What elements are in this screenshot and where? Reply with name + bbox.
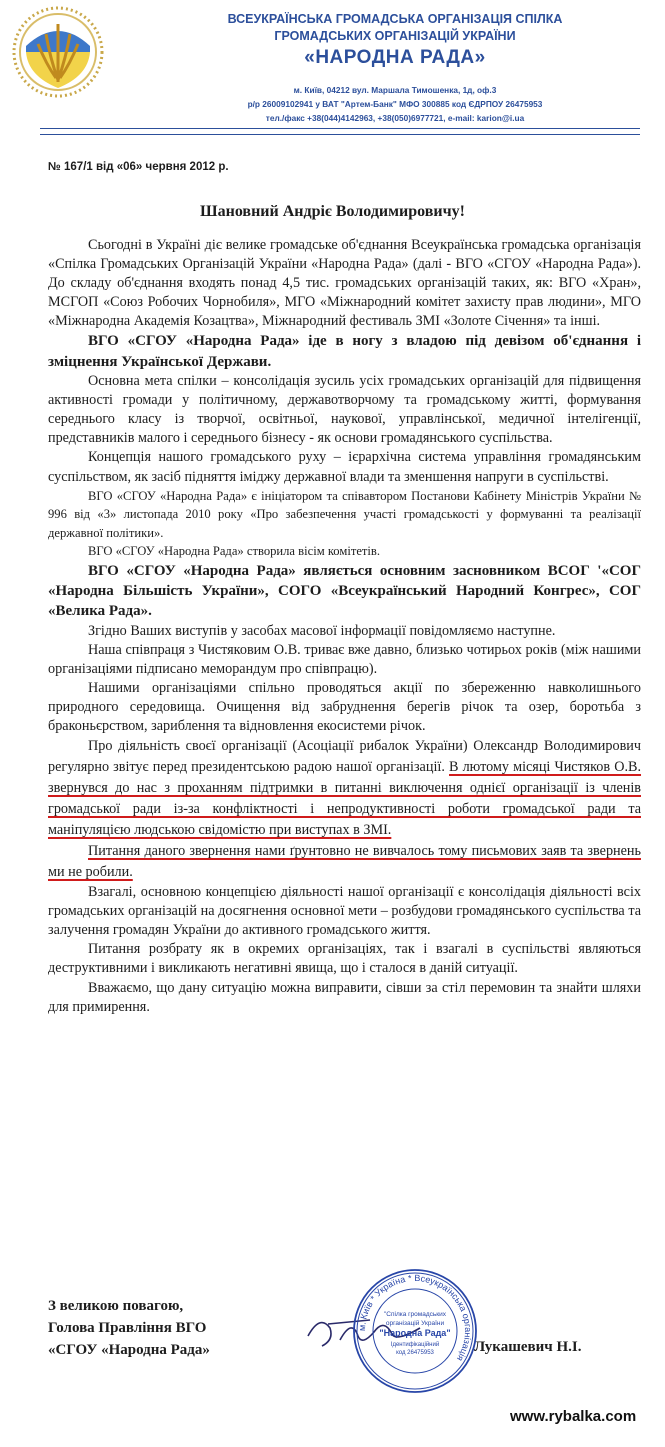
letter-body [48,236,641,1017]
paragraph-motto: ВГО «СГОУ «Народна Рада» іде в ногу з владою під девізом об'єднання і зміцнення Української Держави. [48,333,641,370]
paragraph [48,841,641,883]
paragraph: Сьогодні в Україні діє велике громадське об'єднання Всеукраїнська громадська організація «Спілка Громадських Організацій України «Народна Рада» (далі - ВГО «СГОУ «Народна Рада»). До складу об'єднання входять понад 4,5 тис. громадських організацій таких, як: ВГО «Хран», МСГОП «Союз Робочих Чорнобиля», МГО «Міжнародний комітет захисту прав людини», МГО «Міжнародна Академія Козацтва», Міжнародний фестиваль ЗМІ «Золоте Січення» та інші. [48,237,641,330]
organization-logo [6,6,116,98]
stamp-ring-text: м. Київ * Україна * Всеукраїнська організація [356,1272,474,1363]
letter-number: № 167/1 від «06» червня 2012 р. [48,161,229,173]
paragraph: Нашими організаціями спільно проводяться акції по збереженню навколишнього природного середовища. Очищення від забруднення берегів річок та озер, боротьба з браконьєрством, зариблення та відновлення екосистеми річок. [48,679,641,734]
paragraph: ВГО «СГОУ «Народна Рада» створила вісім комітетів. [88,544,381,559]
paragraph: Згідно Ваших виступів у засобах масової інформації повідомляємо наступне. [88,622,556,639]
organization-stamp [350,1266,480,1396]
letterhead-line-2: ГРОМАДСЬКИХ ОРГАНІЗАЦІЙ УКРАЇНИ [274,29,516,43]
letterhead-divider [40,134,640,135]
signer-organization: «СГОУ «Народна Рада» [48,1342,210,1358]
paragraph: Питання розбрату як в окремих організаціях, так і взагалі в суспільстві являються деструктивними і викликають негативні явища, що і сталося в даній ситуації. [48,941,641,977]
paragraph: Вважаємо, що дану ситуацію можна виправити, сівши за стіл перемовин та знайти шляхи для примирення. [48,979,641,1015]
paragraph-founders: ВГО «СГОУ «Народна Рада» являється основним засновником ВСОГ '«СОГ «Народна Більшість України», СОГО «Всеукраїнський Народний Конгрес», СОГ «Велика Рада». [48,562,641,620]
letterhead-line-1: ВСЕУКРАЇНСЬКА ГРОМАДСЬКА ОРГАНІЗАЦІЯ СПІЛКА [227,12,563,26]
letterhead-address: м. Київ, 04212 вул. Маршала Тимошенка, 1д, оф.3 [293,85,497,95]
paragraph: Наша співпраця з Чистяковим О.В. триває вже давно, близько чотирьох років (між нашими організаціями підписано меморандум про співпрацю). [48,641,641,677]
signature-block [48,1295,210,1361]
letterhead-org-name: «НАРОДНА РАДА» [304,47,486,68]
paragraph [48,736,641,841]
letterhead-divider [40,128,640,129]
paragraph: Концепція нашого громадського руху – ієрархічна система управління громадянським суспільством, як засіб підняття іміджу державної влади та зменшення напруги в суспільстві. [48,449,641,485]
paragraph-text: Про діяльність своєї організації (Асоціації рибалок України) Олександр Володимирович регулярно звітує перед президентською радою нашої організації. [48,738,641,776]
paragraph: ВГО «СГОУ «Народна Рада» є ініціатором та співавтором Постанови Кабінету Міністрів України № 996 від «3» листопада 2010 року «Про забезпечення участі громадськості у формуванні та реалізації державної політики». [48,488,641,540]
stamp-text: код 26475953 [396,1350,434,1356]
stamp-text: "Народна Рада" [379,1328,451,1338]
underlined-text: Питання даного звернення нами ґрунтовно не вивчалось тому письмових заяв та звернень ми не робили. [48,843,641,881]
stamp-text: Ідентифікаційний [390,1342,440,1348]
signer-name: Лукашевич Н.І. [474,1339,582,1355]
stamp-text: організацій України [385,1320,445,1327]
paragraph: Взагалі, основною концепцією діяльності нашої організації є консолідація діяльності всіх громадських організацій на досягнення основної мети – розбудови громадянського суспільства та залучення громадян України до активного громадського життя. [48,884,641,939]
stamp-text: "Спілка громадських [383,1311,447,1318]
closing: З великою повагою, [48,1298,184,1314]
underlined-text: В лютому місяці Чистяков О.В. звернувся до нас з проханням підтримки в питанні виключення однієї організації із членів громадської ради із-за конфліктності і непродуктивності роботи громадської ради та маніпуляцією людською свідомістю при виступах в ЗМІ. [48,759,642,839]
greeting: Шановний Андріє Володимировичу! [200,203,465,220]
watermark: www.rybalka.com [510,1408,637,1425]
letterhead-contacts: тел./факс +38(044)4142963, +38(050)6977721, e-mail: karion@i.ua [265,113,525,123]
letterhead-bank: р/р 26009102941 у ВАТ "Артем-Банк" МФО 300885 код ЄДРПОУ 26475953 [247,99,543,109]
signer-position: Голова Правління ВГО [48,1320,207,1336]
paragraph: Основна мета спілки – консолідація зусиль усіх громадських організацій для підвищення активності громади у політичному, державотворчому та громадському житті, формування середнього класу із творчої, освітньої, наукової, управлінської, медичної інтелігенції, представників малого і середнього бізнесу - як основи громадянського суспільства. [48,373,641,447]
